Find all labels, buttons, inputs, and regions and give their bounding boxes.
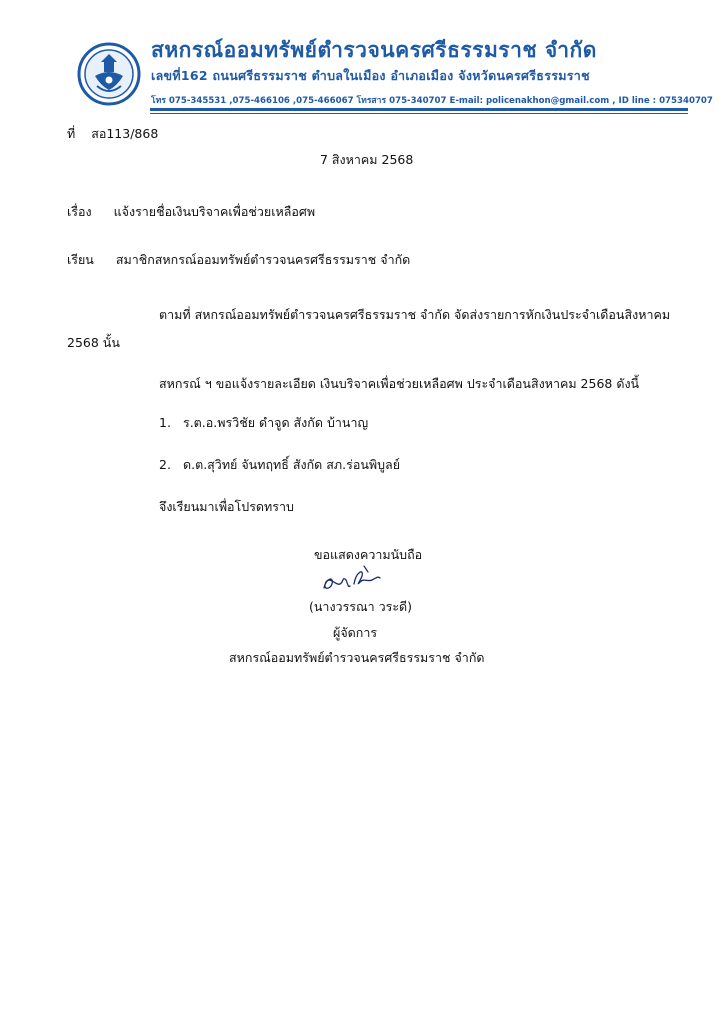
recipient-line bbox=[67, 250, 410, 270]
list-item-number: 2. bbox=[159, 457, 171, 472]
subject-label: เรื่อง bbox=[67, 204, 92, 219]
paragraph-1-line-2: 2568 นั้น bbox=[67, 335, 120, 350]
list-item-text: ร.ต.อ.พรวิชัย ดำจูด สังกัด บ้านาญ bbox=[182, 415, 369, 430]
regards-text: ขอแสดงความนับถือ bbox=[314, 547, 423, 562]
cooperative-emblem-icon bbox=[77, 42, 141, 106]
paragraph-1-line-1: ตามที่ สหกรณ์ออมทรัพย์ตำรวจนครศรีธรรมราช จำกัด จัดส่งรายการหักเงินประจำเดือนสิงหาคม bbox=[159, 307, 671, 322]
reference-number: สอ113/868 bbox=[91, 126, 159, 141]
list-item bbox=[159, 455, 400, 475]
list-item-number: 1. bbox=[159, 415, 171, 430]
closing-line: จึงเรียนมาเพื่อโปรดทราบ bbox=[159, 499, 294, 514]
signer-name: (นางวรรณา วระดี) bbox=[309, 599, 413, 614]
reference-label: ที่ bbox=[67, 126, 76, 141]
letter-date: 7 สิงหาคม 2568 bbox=[320, 152, 414, 167]
signature-icon bbox=[318, 562, 384, 596]
paragraph-2: สหกรณ์ ฯ ขอแจ้งรายละเอียด เงินบริจาคเพื่อช่วยเหลือศพ ประจำเดือนสิงหาคม 2568 ดังนี้ bbox=[159, 376, 640, 391]
signer-position: ผู้จัดการ bbox=[333, 625, 378, 640]
recipient-text: สมาชิกสหกรณ์ออมทรัพย์ตำรวจนครศรีธรรมราช จำกัด bbox=[115, 252, 411, 267]
letterhead-rule bbox=[150, 108, 688, 111]
organization-address: เลขที่162 ถนนศรีธรรมราช ตำบลในเมือง อำเภอเมือง จังหวัดนครศรีธรรมราช bbox=[151, 68, 590, 83]
reference-line bbox=[67, 124, 158, 144]
subject-line bbox=[67, 202, 315, 222]
recipient-label: เรียน bbox=[67, 252, 94, 267]
organization-name: สหกรณ์ออมทรัพย์ตำรวจนครศรีธรรมราช จำกัด bbox=[151, 38, 597, 62]
list-item bbox=[159, 413, 368, 433]
organization-contact: โทร 075-345531 ,075-466106 ,075-466067 โทรสาร 075-340707 E-mail: policenakhon@gmail.com , ID line : 075340707 bbox=[151, 96, 713, 106]
signer-organization: สหกรณ์ออมทรัพย์ตำรวจนครศรีธรรมราช จำกัด bbox=[229, 650, 485, 665]
letterhead-rule-thin bbox=[150, 113, 688, 114]
subject-text: แจ้งรายชื่อเงินบริจาคเพื่อช่วยเหลือศพ bbox=[113, 204, 316, 219]
list-item-text: ด.ต.สุวิทย์ จันทฤทธิ์ สังกัด สภ.ร่อนพิบูลย์ bbox=[182, 457, 401, 472]
